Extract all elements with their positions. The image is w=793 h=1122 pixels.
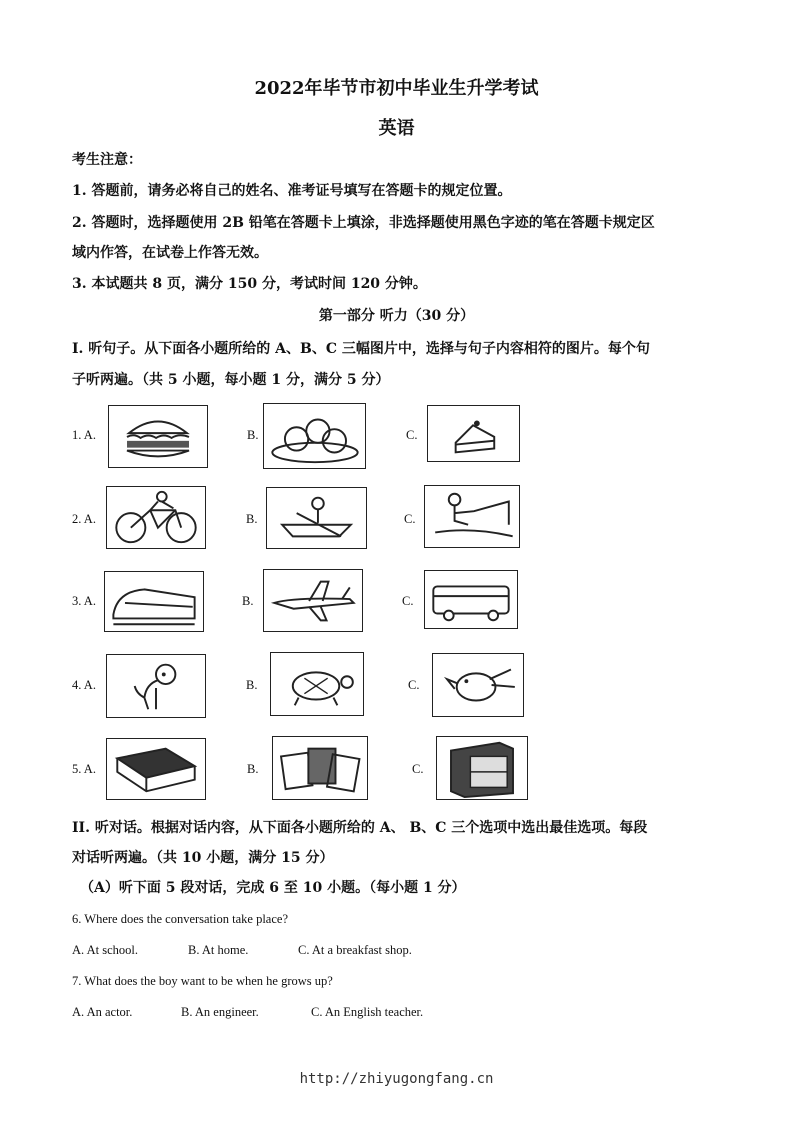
q4-label-c: C. — [408, 678, 420, 692]
rowing-boat-icon[interactable] — [266, 487, 367, 549]
notice-item-1: 1. 答题前，请务必将自己的姓名、准考证号填写在答题卡的规定位置。 — [72, 183, 512, 199]
notice-item-3: 3. 本试题共 8 页，满分 150 分，考试时间 120 分钟。 — [72, 276, 427, 292]
notice-item-2-line-2: 域内作答，在试卷上作答无效。 — [72, 245, 268, 261]
exam-title: 2022年毕节市初中毕业生升学考试 — [254, 78, 539, 99]
q6-option-a[interactable]: A. At school. — [72, 943, 138, 957]
q5-label-b: B. — [247, 762, 259, 776]
q3-label-c: C. — [402, 594, 414, 608]
section-2-instruction-line-2: 对话听两遍。（共 10 小题，满分 15 分） — [72, 850, 334, 866]
q2-label-a: 2. A. — [72, 512, 96, 526]
notice-heading: 考生注意： — [72, 152, 142, 168]
exam-subject: 英语 — [378, 118, 415, 139]
train-icon[interactable] — [104, 571, 204, 632]
notice-item-2-line-1: 2. 答题时，选择题使用 2B 铅笔在答题卡上填涂，非选择题使用黑色字迹的笔在答题卡规定区 — [72, 215, 655, 231]
buns-icon[interactable] — [263, 403, 366, 469]
magazines-icon[interactable] — [272, 736, 368, 800]
footer-url[interactable]: http://zhiyugongfang.cn — [299, 1071, 494, 1087]
q3-label-a: 3. A. — [72, 594, 96, 608]
question-6: 6. Where does the conversation take place? — [72, 912, 288, 926]
part-1-heading: 第一部分 听力（30 分） — [318, 308, 475, 324]
q3-label-b: B. — [242, 594, 254, 608]
dog-icon[interactable] — [106, 654, 206, 718]
q5-label-c: C. — [412, 762, 424, 776]
bird-icon[interactable] — [432, 653, 524, 717]
turtle-icon[interactable] — [270, 652, 364, 716]
section-1-instruction-line-1: I. 听句子。从下面各小题所给的 A、B、C 三幅图片中，选择与句子内容相符的图片。每个句 — [72, 341, 650, 357]
q4-label-b: B. — [246, 678, 258, 692]
section-2-instruction-line-1: II. 听对话。根据对话内容，从下面各小题所给的 A、 B、C 三个选项中选出最佳选项。每段 — [72, 820, 648, 836]
airplane-icon[interactable] — [263, 569, 363, 632]
q2-label-c: C. — [404, 512, 416, 526]
q2-label-b: B. — [246, 512, 258, 526]
q1-label-a: 1. A. — [72, 428, 96, 442]
bus-icon[interactable] — [424, 570, 518, 629]
q7-option-c[interactable]: C. An English teacher. — [311, 1005, 424, 1019]
q5-label-a: 5. A. — [72, 762, 96, 776]
fishing-icon[interactable] — [424, 485, 520, 548]
q4-label-a: 4. A. — [72, 678, 96, 692]
book-icon[interactable] — [106, 738, 206, 800]
bookcase-icon[interactable] — [436, 736, 528, 800]
section-2-sub-instruction: （A）听下面 5 段对话，完成 6 至 10 小题。（每小题 1 分） — [80, 880, 466, 896]
bicycle-icon[interactable] — [106, 486, 206, 549]
q1-label-c: C. — [406, 428, 418, 442]
section-1-instruction-line-2: 子听两遍。（共 5 小题，每小题 1 分，满分 5 分） — [72, 372, 390, 388]
q6-option-c[interactable]: C. At a breakfast shop. — [298, 943, 412, 957]
hamburger-icon[interactable] — [108, 405, 208, 468]
q6-option-b[interactable]: B. At home. — [188, 943, 249, 957]
q7-option-a[interactable]: A. An actor. — [72, 1005, 133, 1019]
question-7: 7. What does the boy want to be when he grows up? — [72, 974, 333, 988]
q1-label-b: B. — [247, 428, 259, 442]
q7-option-b[interactable]: B. An engineer. — [181, 1005, 259, 1019]
cake-icon[interactable] — [427, 405, 520, 462]
